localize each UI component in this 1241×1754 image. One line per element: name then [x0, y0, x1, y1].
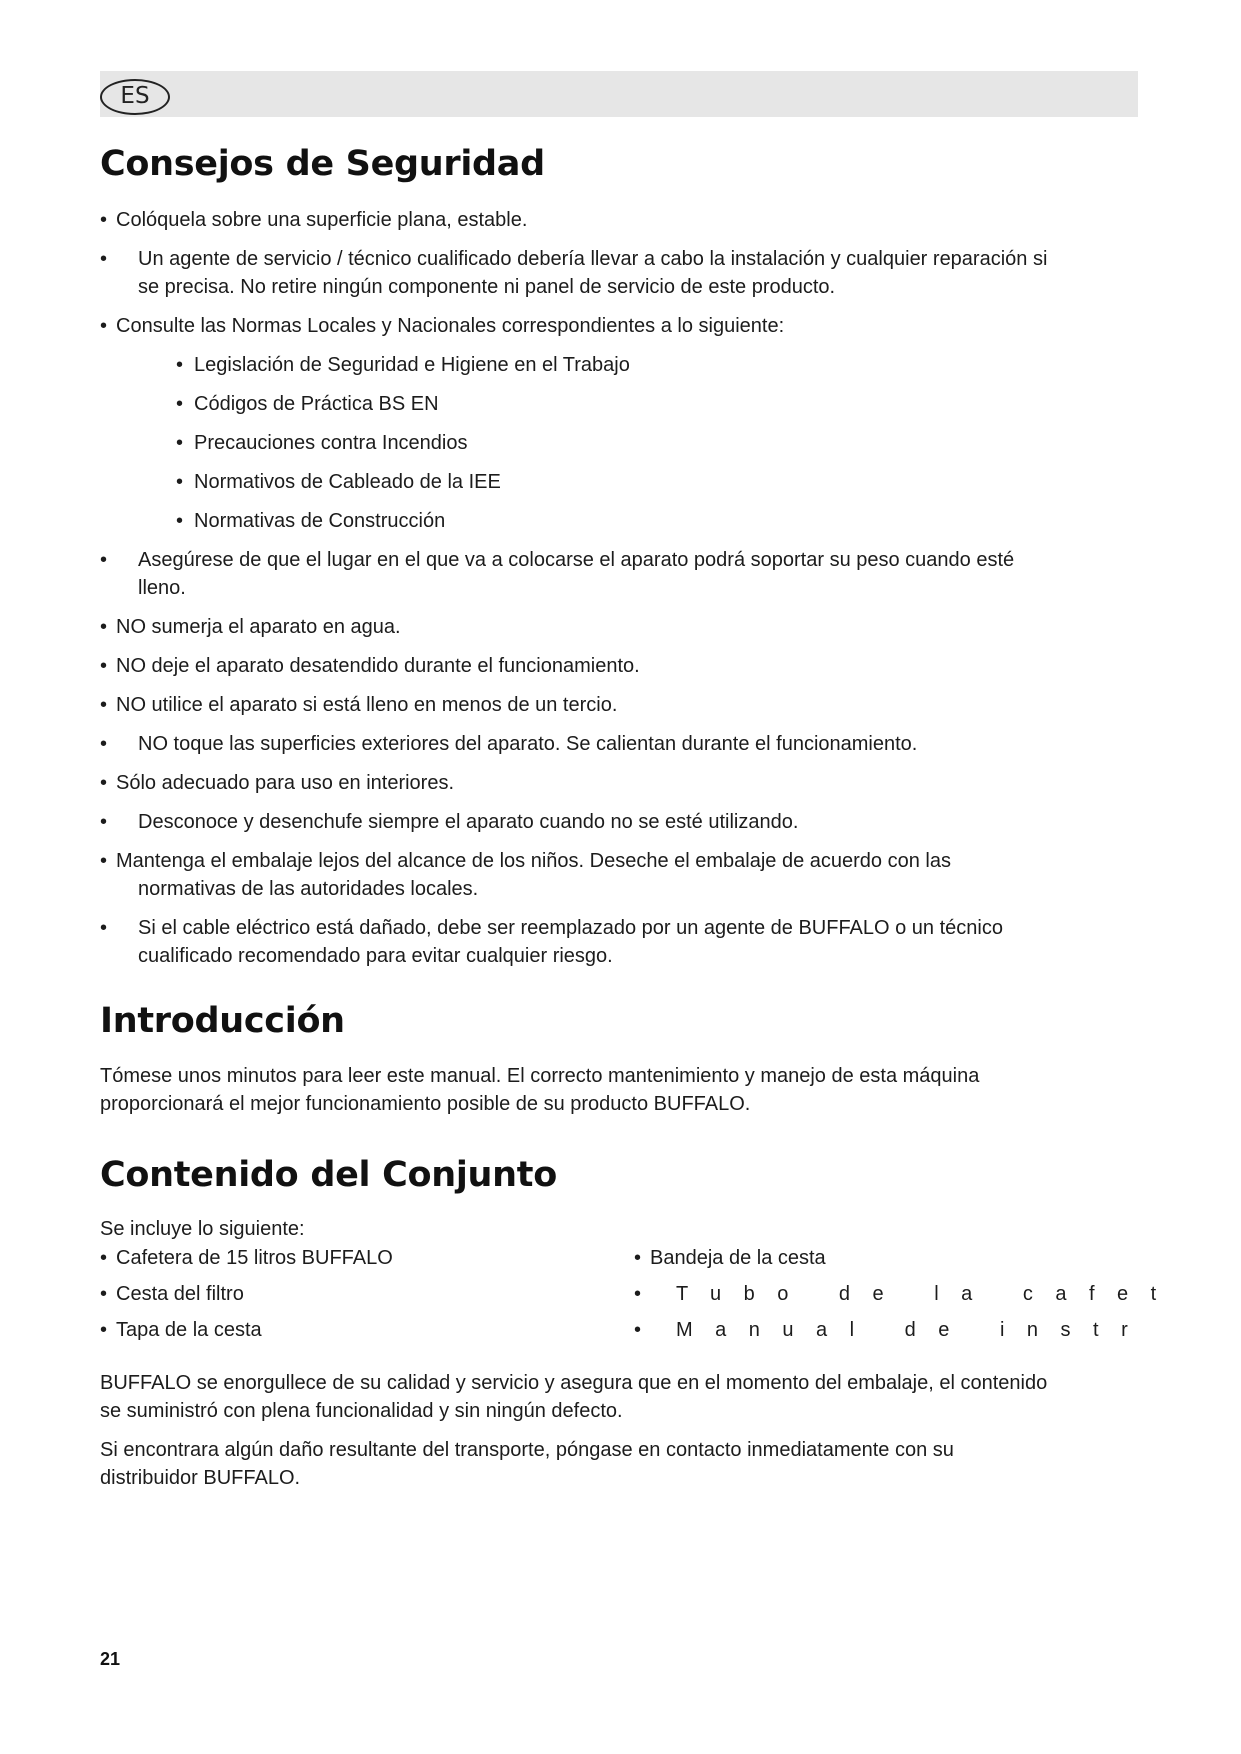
page-number: 21 — [100, 1649, 121, 1669]
safety-sub-item-1: Legislación de Seguridad e Higiene en el Trabajo — [194, 354, 630, 376]
sub-bullet: • — [176, 471, 184, 493]
contents-right-item-2: Tubo de la cafet — [676, 1283, 1179, 1305]
safety-sub-item-5: Normativas de Construcción — [194, 510, 446, 532]
safety-bullet-10: Desconoce y desenchufe siempre el aparato cuando no se esté utilizando. — [138, 811, 799, 833]
bullet: • — [100, 315, 108, 337]
bullet: • — [100, 1247, 108, 1269]
sub-bullet: • — [176, 393, 184, 415]
contents-paragraph-2-line-2: distribuidor BUFFALO. — [100, 1467, 301, 1489]
bullet: • — [100, 811, 108, 833]
bullet: • — [100, 733, 108, 755]
language-badge: ES — [100, 79, 170, 115]
bullet: • — [100, 1283, 108, 1305]
safety-title: Consejos de Seguridad — [100, 144, 545, 184]
safety-bullet-4-line-2: lleno. — [138, 577, 186, 599]
safety-bullet-2-line-1: Un agente de servicio / técnico cualificado debería llevar a cabo la instalación y cualquier reparación si — [138, 248, 1048, 270]
contents-left-item-3: Tapa de la cesta — [116, 1319, 262, 1341]
contents-right-item-3: Manual de instr — [676, 1319, 1151, 1341]
bullet: • — [100, 694, 108, 716]
contents-paragraph-1-line-1: BUFFALO se enorgullece de su calidad y servicio y asegura que en el momento del embalaje, el contenido — [100, 1372, 1048, 1394]
safety-bullet-1: Colóquela sobre una superficie plana, estable. — [116, 209, 528, 231]
contents-title: Contenido del Conjunto — [100, 1155, 557, 1195]
bullet: • — [100, 549, 108, 571]
contents-right-item-1: Bandeja de la cesta — [650, 1247, 826, 1269]
bullet: • — [100, 248, 108, 270]
bullet: • — [100, 209, 108, 231]
header-bar — [100, 71, 1138, 117]
safety-bullet-8: NO toque las superficies exteriores del aparato. Se calientan durante el funcionamiento. — [138, 733, 918, 755]
intro-line-1: Tómese unos minutos para leer este manual. El correcto mantenimiento y manejo de esta máquina — [100, 1065, 980, 1087]
bullet: • — [634, 1283, 642, 1305]
safety-bullet-9: Sólo adecuado para uso en interiores. — [116, 772, 455, 794]
bullet: • — [100, 616, 108, 638]
safety-bullet-12-line-2: cualificado recomendado para evitar cualquier riesgo. — [138, 945, 613, 967]
safety-bullet-2-line-2: se precisa. No retire ningún componente ni panel de servicio de este producto. — [138, 276, 836, 298]
sub-bullet: • — [176, 432, 184, 454]
intro-title: Introducción — [100, 1001, 345, 1041]
safety-bullet-3: Consulte las Normas Locales y Nacionales correspondientes a lo siguiente: — [116, 315, 785, 337]
contents-paragraph-1-line-2: se suministró con plena funcionalidad y sin ningún defecto. — [100, 1400, 623, 1422]
sub-bullet: • — [176, 354, 184, 376]
bullet: • — [634, 1319, 642, 1341]
safety-bullet-12-line-1: Si el cable eléctrico está dañado, debe ser reemplazado por un agente de BUFFALO o un técnico — [138, 917, 1003, 939]
bullet: • — [100, 1319, 108, 1341]
safety-sub-item-4: Normativos de Cableado de la IEE — [194, 471, 501, 493]
bullet: • — [100, 655, 108, 677]
safety-bullet-11-line-1: Mantenga el embalaje lejos del alcance de los niños. Deseche el embalaje de acuerdo con las — [116, 850, 951, 872]
intro-line-2: proporcionará el mejor funcionamiento posible de su producto BUFFALO. — [100, 1093, 751, 1115]
safety-bullet-7: NO utilice el aparato si está lleno en menos de un tercio. — [116, 694, 618, 716]
contents-left-item-1: Cafetera de 15 litros BUFFALO — [116, 1247, 393, 1269]
safety-sub-item-2: Códigos de Práctica BS EN — [194, 393, 439, 415]
safety-bullet-4-line-1: Asegúrese de que el lugar en el que va a colocarse el aparato podrá soportar su peso cuando esté — [138, 549, 1015, 571]
contents-lead: Se incluye lo siguiente: — [100, 1218, 305, 1240]
bullet: • — [100, 917, 108, 939]
bullet: • — [100, 850, 108, 872]
safety-bullet-6: NO deje el aparato desatendido durante el funcionamiento. — [116, 655, 640, 677]
bullet: • — [634, 1247, 642, 1269]
bullet: • — [100, 772, 108, 794]
sub-bullet: • — [176, 510, 184, 532]
safety-sub-item-3: Precauciones contra Incendios — [194, 432, 468, 454]
safety-bullet-11-line-2: normativas de las autoridades locales. — [138, 878, 479, 900]
contents-left-item-2: Cesta del filtro — [116, 1283, 244, 1305]
safety-bullet-5: NO sumerja el aparato en agua. — [116, 616, 401, 638]
contents-paragraph-2-line-1: Si encontrara algún daño resultante del transporte, póngase en contacto inmediatamente con su — [100, 1439, 954, 1461]
